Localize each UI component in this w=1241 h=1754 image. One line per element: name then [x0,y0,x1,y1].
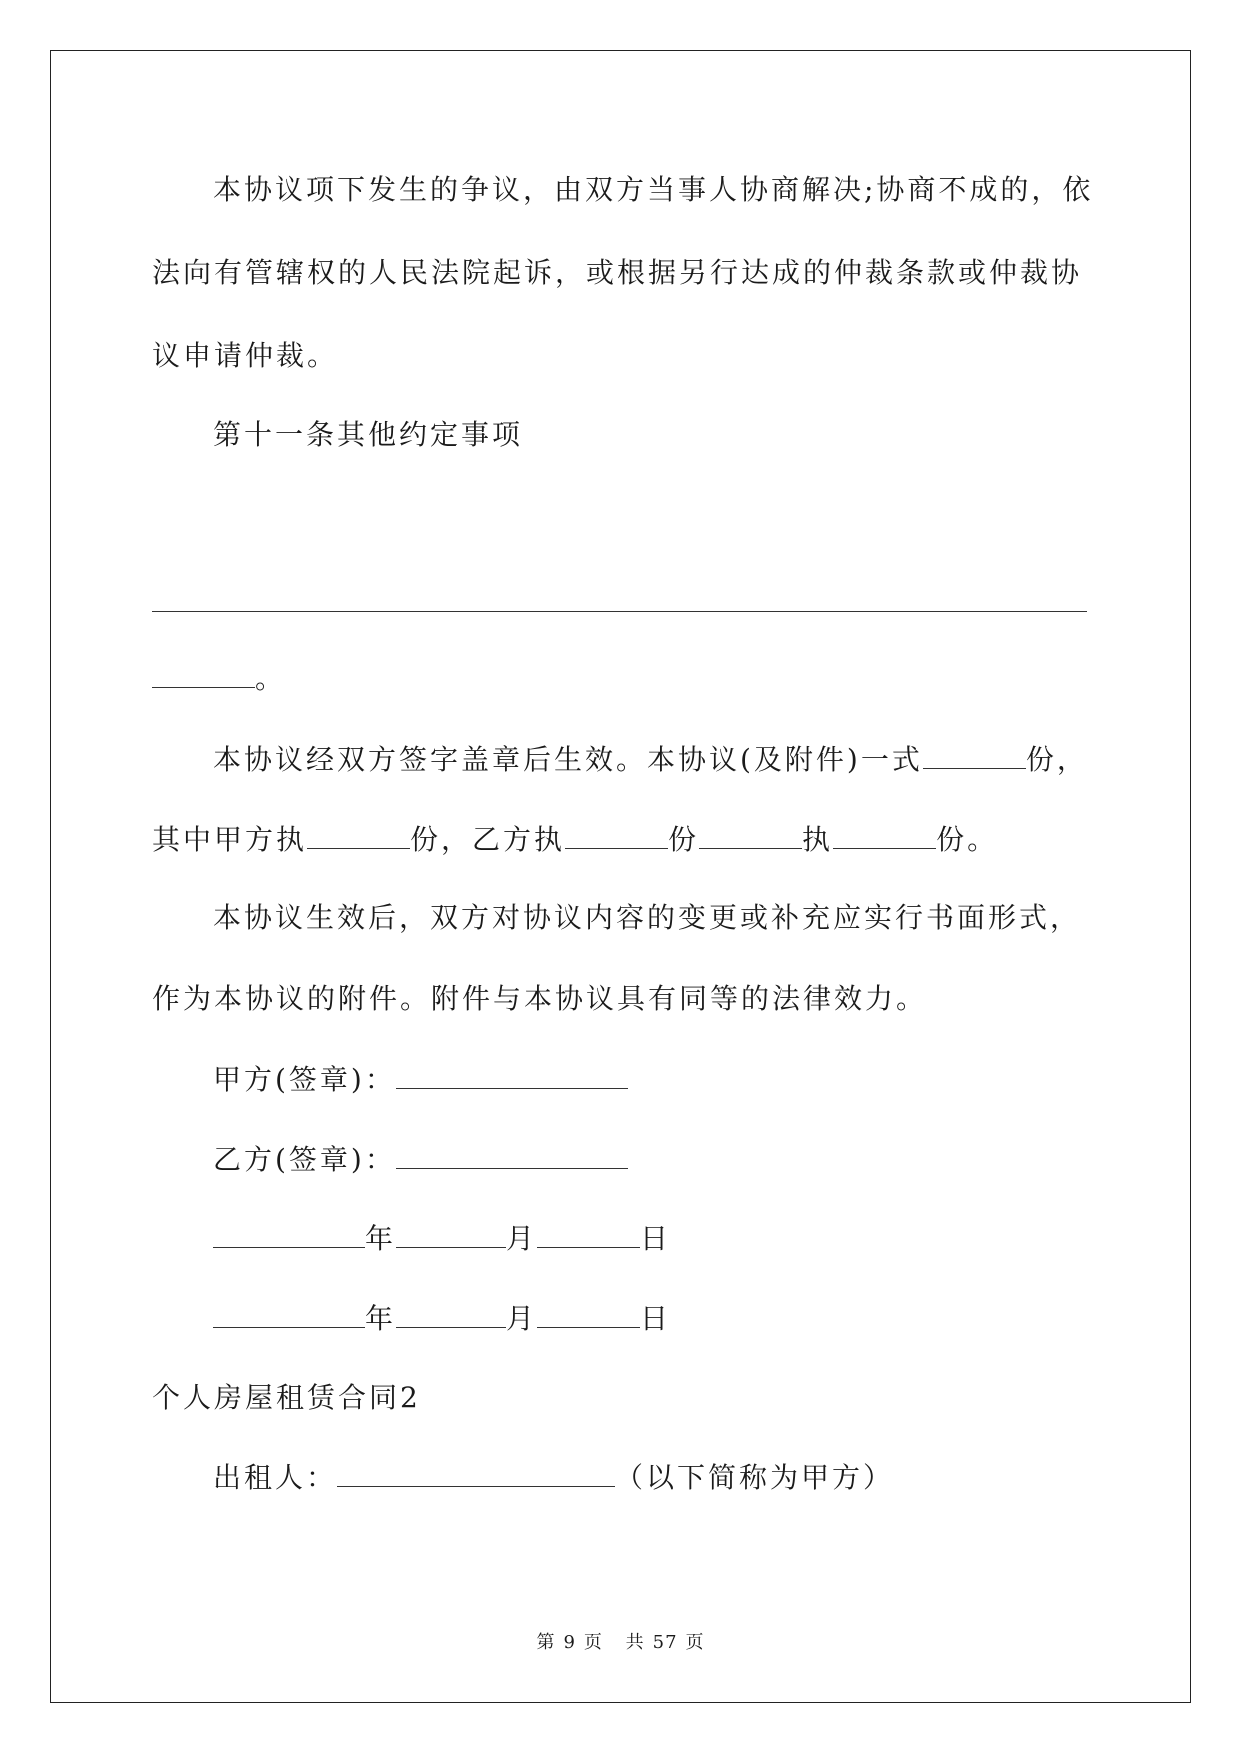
effect-text-e: 份。 [936,823,999,856]
paragraph-dispute-line2: 法向有管辖权的人民法院起诉，或根据另行达成的仲裁条款或仲裁协 [152,256,1083,289]
party-b-copies-blank [565,826,668,849]
effect-text-c: 份 [668,823,700,856]
party-a-signature [213,1063,628,1096]
paragraph-change-line1: 本协议生效后，双方对协议内容的变更或补充应实行书面形式， [213,901,1082,934]
party-b-signature [213,1143,628,1176]
lessor-line [213,1461,895,1494]
period: 。 [255,662,287,695]
paragraph-change-line2: 作为本协议的附件。附件与本协议具有同等的法律效力。 [152,982,928,1015]
party-a-copies-blank [307,826,410,849]
party-a-label: 甲方(签章)： [213,1063,396,1096]
lessor-blank [337,1464,615,1487]
party-b-label: 乙方(签章)： [213,1143,396,1176]
date-line-2 [213,1302,672,1335]
page-border [50,50,1191,1703]
effect-text-a: 其中甲方执 [152,823,308,856]
contract-2-title: 个人房屋租赁合同2 [152,1381,421,1414]
total-pages-indicator: 共 57 页 [625,1632,705,1653]
month-label: 月 [506,1302,538,1335]
year-label: 年 [365,1302,397,1335]
page-indicator: 第 9 页 [536,1632,603,1653]
effect-text-d: 执 [802,823,834,856]
year-blank [213,1305,365,1328]
lessor-label: 出租人： [213,1461,338,1494]
lessor-note: （以下简称为甲方） [615,1461,895,1494]
day-blank [537,1305,640,1328]
blank-rule-full [152,611,1087,612]
day-blank [537,1225,640,1248]
effect-text-b: 份，乙方执 [410,823,566,856]
month-label: 月 [506,1222,538,1255]
article-11-heading: 第十一条其他约定事项 [213,418,524,451]
paragraph-effect-line1 [213,743,1088,776]
date-line-1 [213,1222,672,1255]
page-footer [0,1628,1241,1654]
day-label: 日 [640,1302,672,1335]
year-label: 年 [365,1222,397,1255]
effect-text-copies: 份， [1025,743,1088,776]
day-label: 日 [640,1222,672,1255]
year-blank [213,1225,365,1248]
total-pages: 57 [652,1632,678,1653]
paragraph-dispute-line1: 本协议项下发生的争议，由双方当事人协商解决;协商不成的，依 [213,173,1094,206]
copies-blank [923,746,1026,769]
effect-text: 本协议经双方签字盖章后生效。本协议(及附件)一式 [213,743,923,776]
paragraph-effect-line2 [152,823,999,856]
paragraph-dispute-line3: 议申请仲裁。 [152,339,339,372]
party-b-signature-blank [396,1146,628,1169]
page-number: 9 [563,1632,576,1653]
month-blank [396,1305,506,1328]
other-party-blank [699,826,802,849]
other-copies-blank [833,826,936,849]
month-blank [396,1225,506,1248]
blank-line-end [152,662,287,695]
blank-field [152,665,255,688]
party-a-signature-blank [396,1066,628,1089]
